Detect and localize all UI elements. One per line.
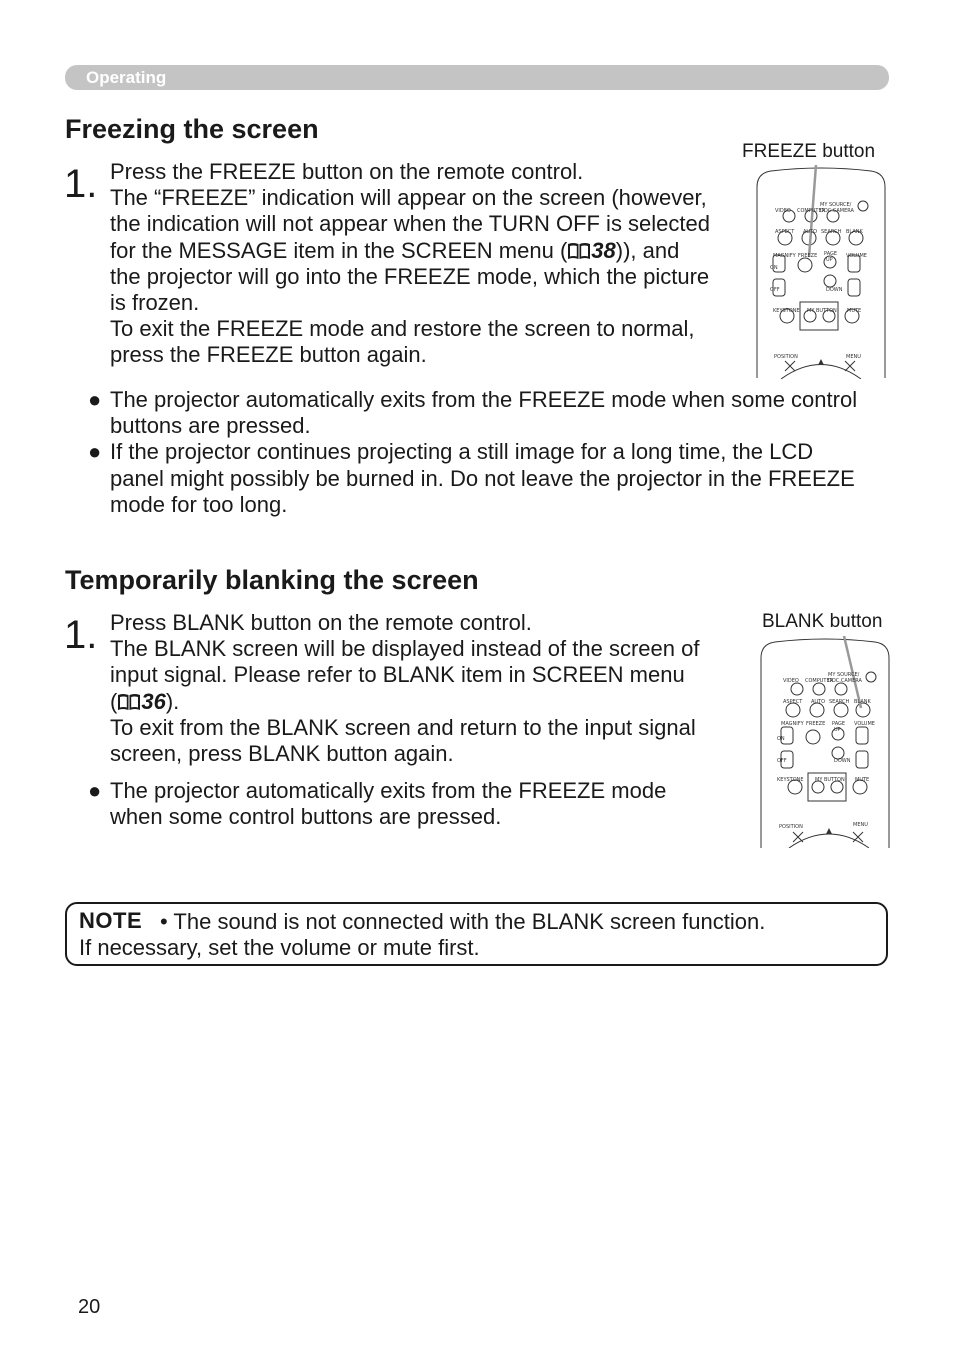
remote-label: MUTE [847, 308, 862, 314]
remote-label: POSITION [779, 824, 803, 830]
freeze-line: Press the FREEZE button on the remote control. [110, 159, 584, 184]
book-reference-icon [567, 241, 591, 261]
remote-label: MY SOURCE/ [820, 202, 852, 208]
remote-label: MAGNIFY [781, 721, 804, 727]
blank-bullet-1 [88, 778, 666, 830]
freeze-line: The “FREEZE” indication will appear on the screen (however, [110, 185, 707, 211]
remote-label: VIDEO [783, 678, 799, 684]
remote-label: MY SOURCE/ [828, 672, 860, 678]
remote-label: VIDEO [775, 208, 791, 214]
remote-label: PAGE [832, 721, 846, 727]
blank-line: The BLANK screen will be displayed instead of the screen of [110, 636, 700, 662]
remote-control-illustration-freeze [755, 165, 887, 379]
remote-label: ASPECT [783, 699, 803, 705]
remote-label: OFF [770, 287, 780, 293]
blank-line: Press BLANK button on the remote control. [110, 610, 532, 635]
remote-label: SEARCH [821, 229, 842, 235]
remote-label: ON [777, 736, 785, 742]
blank-heading: Temporarily blanking the screen [65, 565, 479, 595]
bullet-dot: ● [88, 387, 102, 412]
remote-label: PAGE [824, 251, 838, 257]
blank-line-text: ). [165, 688, 180, 714]
blank-step-number: 1. [64, 613, 98, 657]
freeze-line: press the FREEZE button again. [110, 342, 427, 368]
freeze-bullet-list [88, 387, 857, 518]
note-text: If necessary, set the volume or mute first. [79, 935, 480, 960]
remote-label: MY BUTTON [807, 308, 837, 314]
page-reference-number: 38 [591, 237, 616, 263]
blank-step-body [110, 610, 699, 767]
remote-label: ASPECT [775, 229, 795, 235]
freeze-line: To exit the FREEZE mode and restore the screen to normal, [110, 316, 695, 342]
remote-label: KEYSTONE [777, 777, 804, 783]
remote-label: OFF [777, 758, 787, 764]
freeze-line-text: )), and [615, 237, 680, 263]
blank-line: screen, press BLANK button again. [110, 741, 454, 767]
remote-label: VOLUME [846, 253, 867, 259]
page-reference-number: 36 [141, 688, 166, 714]
remote-label: POSITION [774, 354, 798, 360]
remote-label: UP [834, 727, 841, 733]
remote-label: FREEZE [798, 253, 818, 259]
freeze-heading: Freezing the screen [65, 114, 319, 144]
freeze-line-with-ref [110, 238, 710, 264]
remote-label: MY BUTTON [815, 777, 845, 783]
freeze-step-body [110, 159, 710, 369]
bullet-line: The projector automatically exits from the FREEZE mode when some control [110, 387, 858, 412]
freeze-step-number: 1. [64, 162, 98, 206]
blank-line-with-ref [110, 689, 699, 715]
note-text: • The sound is not connected with the BLANK screen function. [160, 909, 766, 934]
freeze-bullet-2 [88, 439, 857, 518]
remote-control-illustration-blank [759, 636, 891, 848]
bullet-dot: ● [88, 778, 102, 803]
remote-label: DOWN [834, 758, 851, 764]
remote-label: AUTO [803, 229, 818, 235]
blank-bullet-list [88, 778, 666, 830]
remote-label: COMPUTER [797, 208, 826, 214]
remote-label: MUTE [855, 777, 870, 783]
remote-label: DOWN [826, 287, 843, 293]
note-label: NOTE [79, 908, 143, 933]
remote-label: FREEZE [806, 721, 826, 727]
remote-label: DOC.CAMERA [828, 678, 862, 684]
bullet-line: buttons are pressed. [110, 413, 311, 439]
bullet-line: when some control buttons are pressed. [110, 804, 502, 830]
section-header-bar [65, 65, 889, 90]
bullet-line: mode for too long. [110, 491, 288, 517]
remote-label: BLANK [854, 699, 871, 705]
page-number: 20 [78, 1296, 101, 1318]
blank-button-callout: BLANK button [762, 611, 883, 632]
remote-label: SEARCH [829, 699, 850, 705]
bullet-line: panel might possibly be burned in. Do not leave the projector in the FREEZE [110, 465, 855, 491]
blank-line-text: ( [110, 688, 118, 714]
remote-label: BLANK [846, 229, 863, 235]
freeze-button-callout: FREEZE button [742, 141, 876, 162]
bullet-dot: ● [88, 439, 102, 465]
freeze-line: the projector will go into the FREEZE mode, which the picture [110, 263, 710, 289]
bullet-line: The projector automatically exits from the FREEZE mode [110, 778, 667, 803]
remote-label: AUTO [811, 699, 826, 705]
book-reference-icon [117, 692, 141, 712]
note-box [65, 902, 888, 966]
freeze-bullet-1 [88, 387, 857, 439]
remote-label: DOC.CAMERA [820, 208, 854, 214]
blank-line: To exit from the BLANK screen and return to the input signal [110, 714, 696, 740]
remote-label: MENU [846, 354, 861, 360]
remote-label: COMPUTER [805, 678, 834, 684]
blank-line: input signal. Please refer to BLANK item in SCREEN menu [110, 662, 685, 688]
freeze-line-text: for the MESSAGE item in the SCREEN menu ( [110, 237, 568, 263]
remote-label: VOLUME [854, 721, 875, 727]
remote-label: KEYSTONE [773, 308, 800, 314]
remote-label: MENU [853, 822, 868, 828]
remote-label: UP [826, 257, 833, 263]
freeze-line: is frozen. [110, 290, 200, 316]
remote-label: MAGNIFY [773, 253, 796, 259]
bullet-line: If the projector continues projecting a still image for a long time, the LCD [110, 439, 814, 465]
section-title: Operating [86, 68, 167, 87]
remote-label: ON [770, 265, 778, 271]
freeze-line: the indication will not appear when the TURN OFF is selected [110, 211, 710, 237]
